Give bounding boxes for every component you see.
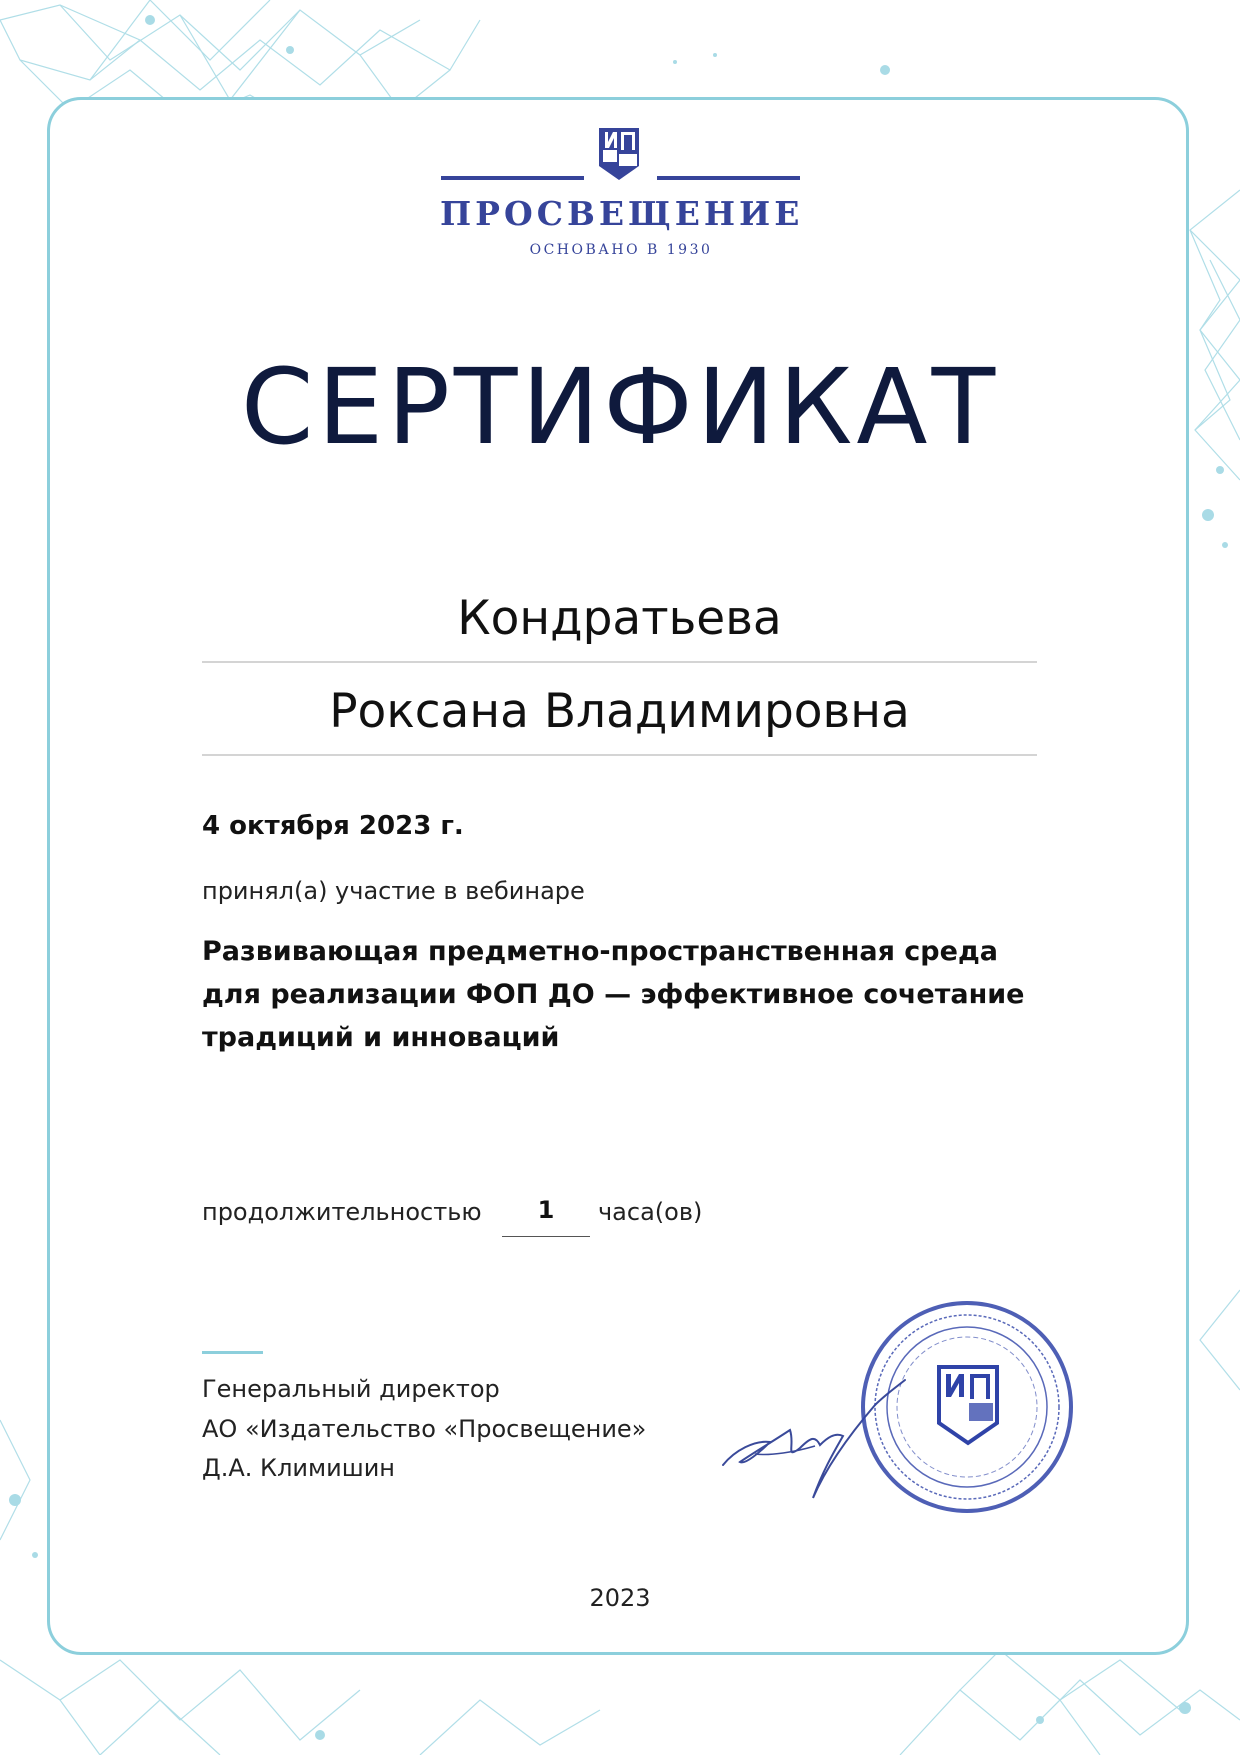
signature-accent-line bbox=[202, 1351, 263, 1354]
organization-seal bbox=[855, 1295, 1080, 1520]
duration-label: продолжительностью bbox=[202, 1198, 482, 1226]
webinar-title: Развивающая предметно-пространственная среда для реализации ФОП ДО — эффективное сочетание традиций и инноваций bbox=[202, 936, 1025, 1053]
logo-name: ПРОСВЕЩЕНИЕ bbox=[440, 194, 804, 233]
signatory-position: Генеральный директор bbox=[202, 1375, 500, 1403]
duration-underline bbox=[502, 1236, 590, 1237]
name-underline-2 bbox=[202, 754, 1037, 756]
signatory-name: Д.А. Климишин bbox=[202, 1454, 395, 1482]
participation-text: принял(а) участие в вебинаре bbox=[202, 877, 585, 905]
signatory-organization: АО «Издательство «Просвещение» bbox=[202, 1415, 647, 1443]
logo-rule-left bbox=[441, 176, 584, 180]
duration-unit: часа(ов) bbox=[598, 1198, 703, 1226]
prosveshchenie-logo bbox=[440, 126, 802, 266]
logo-rule-right bbox=[657, 176, 800, 180]
certificate-title: СЕРТИФИКАТ bbox=[240, 346, 1000, 468]
certificate-year: 2023 bbox=[589, 1584, 651, 1612]
duration-value: 1 bbox=[537, 1196, 555, 1224]
event-date: 4 октября 2023 г. bbox=[202, 811, 464, 841]
name-underline-1 bbox=[202, 661, 1037, 663]
logo-emblem-icon bbox=[597, 126, 641, 182]
recipient-given-names: Роксана Владимировна bbox=[329, 684, 910, 739]
recipient-surname: Кондратьева bbox=[457, 591, 782, 646]
logo-founded: ОСНОВАНО В 1930 bbox=[529, 242, 713, 258]
